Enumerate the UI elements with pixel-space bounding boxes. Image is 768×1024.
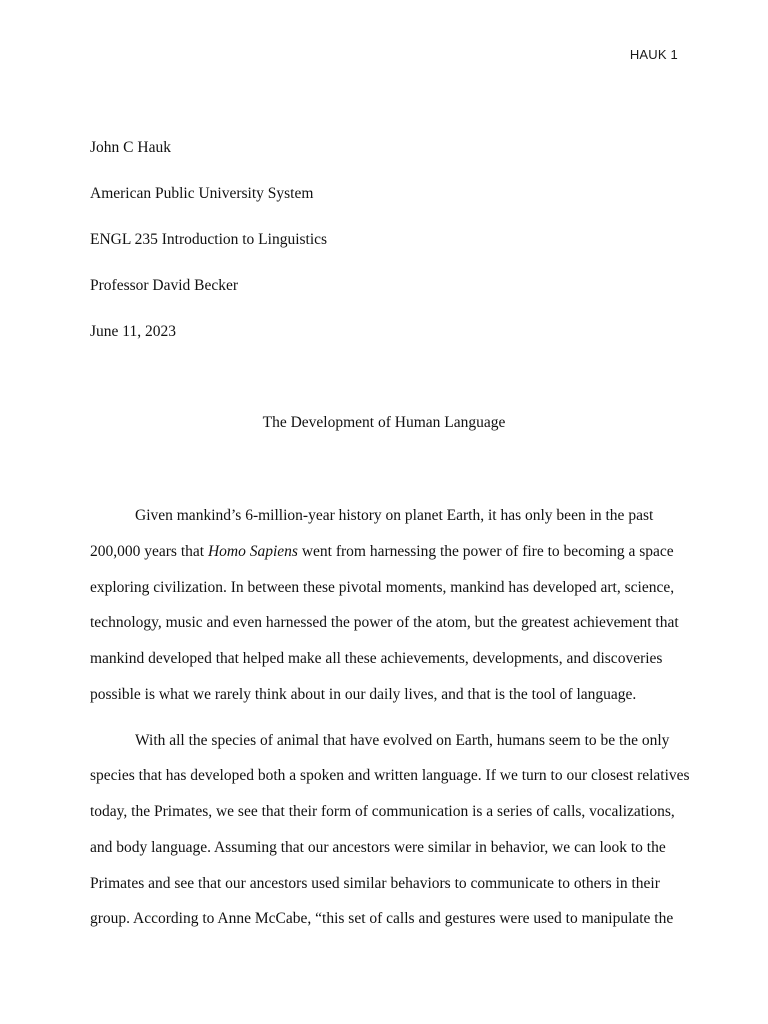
- paragraph-line: Primates and see that our ancestors used similar behaviors to communicate to others in their: [90, 874, 660, 892]
- paragraph-1: [90, 498, 680, 713]
- paragraph-spacer: [90, 713, 680, 723]
- paragraph-line: exploring civilization. In between these pivotal moments, mankind has developed art, science,: [90, 578, 675, 596]
- paragraph-line: Given mankind’s 6-million-year history on planet Earth, it has only been in the past: [135, 507, 654, 524]
- paragraph-line: With all the species of animal that have evolved on Earth, humans seem to be the only: [135, 731, 670, 749]
- author-name: John C Hauk: [90, 139, 171, 156]
- paragraph-line: possible is what we rarely think about in our daily lives, and that is the tool of language.: [90, 685, 637, 703]
- professor-name: Professor David Becker: [90, 277, 239, 294]
- paragraph-line: group. According to Anne McCabe, “this set of calls and gestures were used to manipulate the: [90, 910, 674, 928]
- paragraph-line: mankind developed that helped make all these achievements, developments, and discoveries: [90, 650, 663, 667]
- text-run: went from harnessing the power of fire to becoming a space: [297, 542, 674, 560]
- paragraph-line: technology, music and even harnessed the power of the atom, but the greatest achievement that: [90, 614, 679, 632]
- institution-name: American Public University System: [90, 185, 314, 202]
- text-run: 200,000 years that: [90, 542, 208, 560]
- document-date: June 11, 2023: [90, 323, 176, 340]
- course-name: ENGL 235 Introduction to Linguistics: [90, 231, 328, 248]
- running-head: HAUK 1: [629, 47, 678, 62]
- essay-title: The Development of Human Language: [262, 414, 506, 431]
- paragraph-line: and body language. Assuming that our ancestors were similar in behavior, we can look to the: [90, 838, 666, 856]
- paragraph-line: [90, 534, 680, 570]
- paragraph-2: [90, 723, 690, 938]
- essay-body: [90, 498, 690, 937]
- paragraph-line: species that has developed both a spoken and written language. If we turn to our closest relatives: [90, 767, 690, 785]
- italic-term: Homo Sapiens: [207, 542, 298, 560]
- paragraph-line: today, the Primates, we see that their form of communication is a series of calls, vocalizations,: [90, 803, 675, 820]
